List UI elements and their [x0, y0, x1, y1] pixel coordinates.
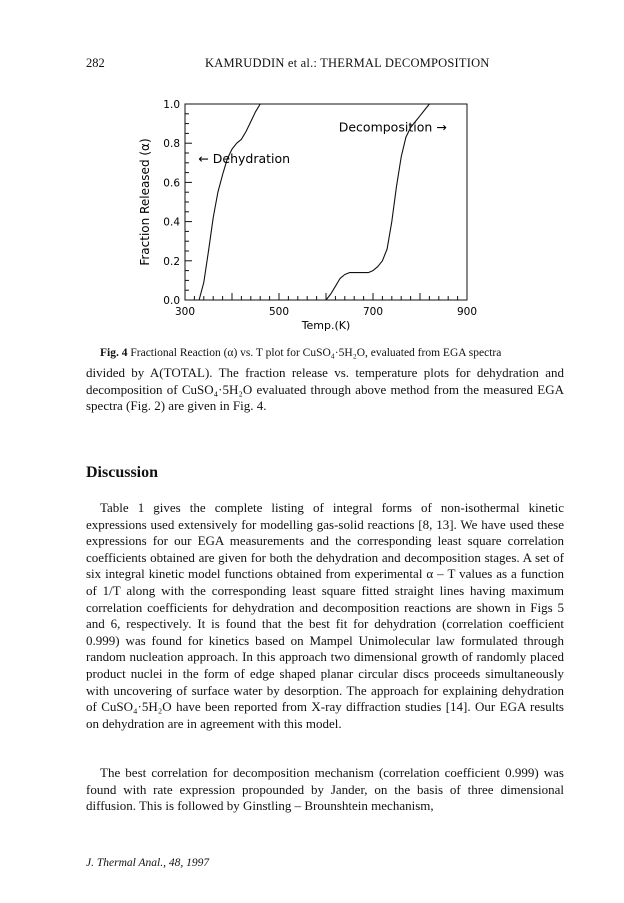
x-tick-label: 300 — [174, 306, 196, 318]
x-tick-label: 500 — [268, 306, 290, 318]
page-number: 282 — [86, 56, 105, 70]
fraction-released-chart — [110, 84, 490, 334]
figure-caption-text: Fractional Reaction (α) vs. T plot for CuSO₄·5H₂O, evaluated from EGA spectra — [130, 347, 502, 359]
y-tick-label: 0.8 — [163, 138, 180, 151]
x-tick-label: 900 — [456, 306, 478, 318]
annotation-dehydration: ← Dehydration — [198, 150, 291, 166]
figure-caption — [100, 347, 501, 359]
x-axis-label: Temp.(K) — [301, 319, 351, 332]
axis-ticks — [185, 114, 458, 300]
y-axis-label-group — [138, 138, 152, 265]
y-tick-label: 0.4 — [163, 216, 180, 229]
y-tick-label: 0.2 — [163, 255, 180, 268]
paragraph-intro: divided by A(TOTAL). The fraction release vs. temperature plots for dehydration and decomposition of CuSO₄·5H₂O evaluated through above method from the measured EGA spectra (Fig. 2) are given in Fig. 4. — [86, 365, 564, 414]
data-line-1 — [185, 104, 270, 300]
paragraph-discussion-2: The best correlation for decomposition mechanism (correlation coefficient 0.999) was found with rate expression propounded by Jander, on the basis of three dimensional diffusion. This is followed by Ginstling – Brounshtein mechanism, — [86, 765, 564, 814]
y-axis-label: Fraction Released (α) — [138, 138, 152, 266]
y-tick-label: 1.0 — [163, 99, 180, 111]
page-footer-journal: J. Thermal Anal., 48, 1997 — [86, 857, 210, 869]
figure-caption-label: Fig. 4 — [100, 347, 128, 359]
running-title: KAMRUDDIN et al.: THERMAL DECOMPOSITION — [205, 56, 490, 70]
annotation-decomposition: Decomposition → — [338, 119, 447, 135]
y-tick-label: 0.6 — [163, 177, 180, 190]
paragraph-discussion-1: Table 1 gives the complete listing of integral forms of non-isothermal kinetic expressions used extensively for modelling gas-solid reactions [8, 13]. We have used these expressions for our EGA measurements and the corresponding least square correlation coefficients obtained are given for both the dehydration and decomposition stages. A set of six integral kinetic model functions obtained from experimental α – T values as a function of 1/T along with the corresponding least square fitted straight lines having maximum correlation coefficients for dehydration and decomposition reactions are shown in Figs 5 and 6, respectively. It is found that the best fit for dehydration (correlation coefficient 0.999) was found for kinetics based on Mampel Unimolecular law formulated through random nucleation approach. In this approach two dimensional growth of randomly placed product nuclei in the form of edge shaped planar circular discs proceeds simultaneously with uncovering of surface water by desorption. The approach for explaining dehydration of CuSO₄·5H₂O have been reported from X-ray diffraction studies [14]. Our EGA results on dehydration are in agreement with this model. — [86, 500, 564, 731]
y-tick-label: 0.0 — [163, 295, 180, 307]
section-heading-discussion: Discussion — [86, 464, 159, 481]
x-tick-label: 700 — [362, 306, 384, 318]
